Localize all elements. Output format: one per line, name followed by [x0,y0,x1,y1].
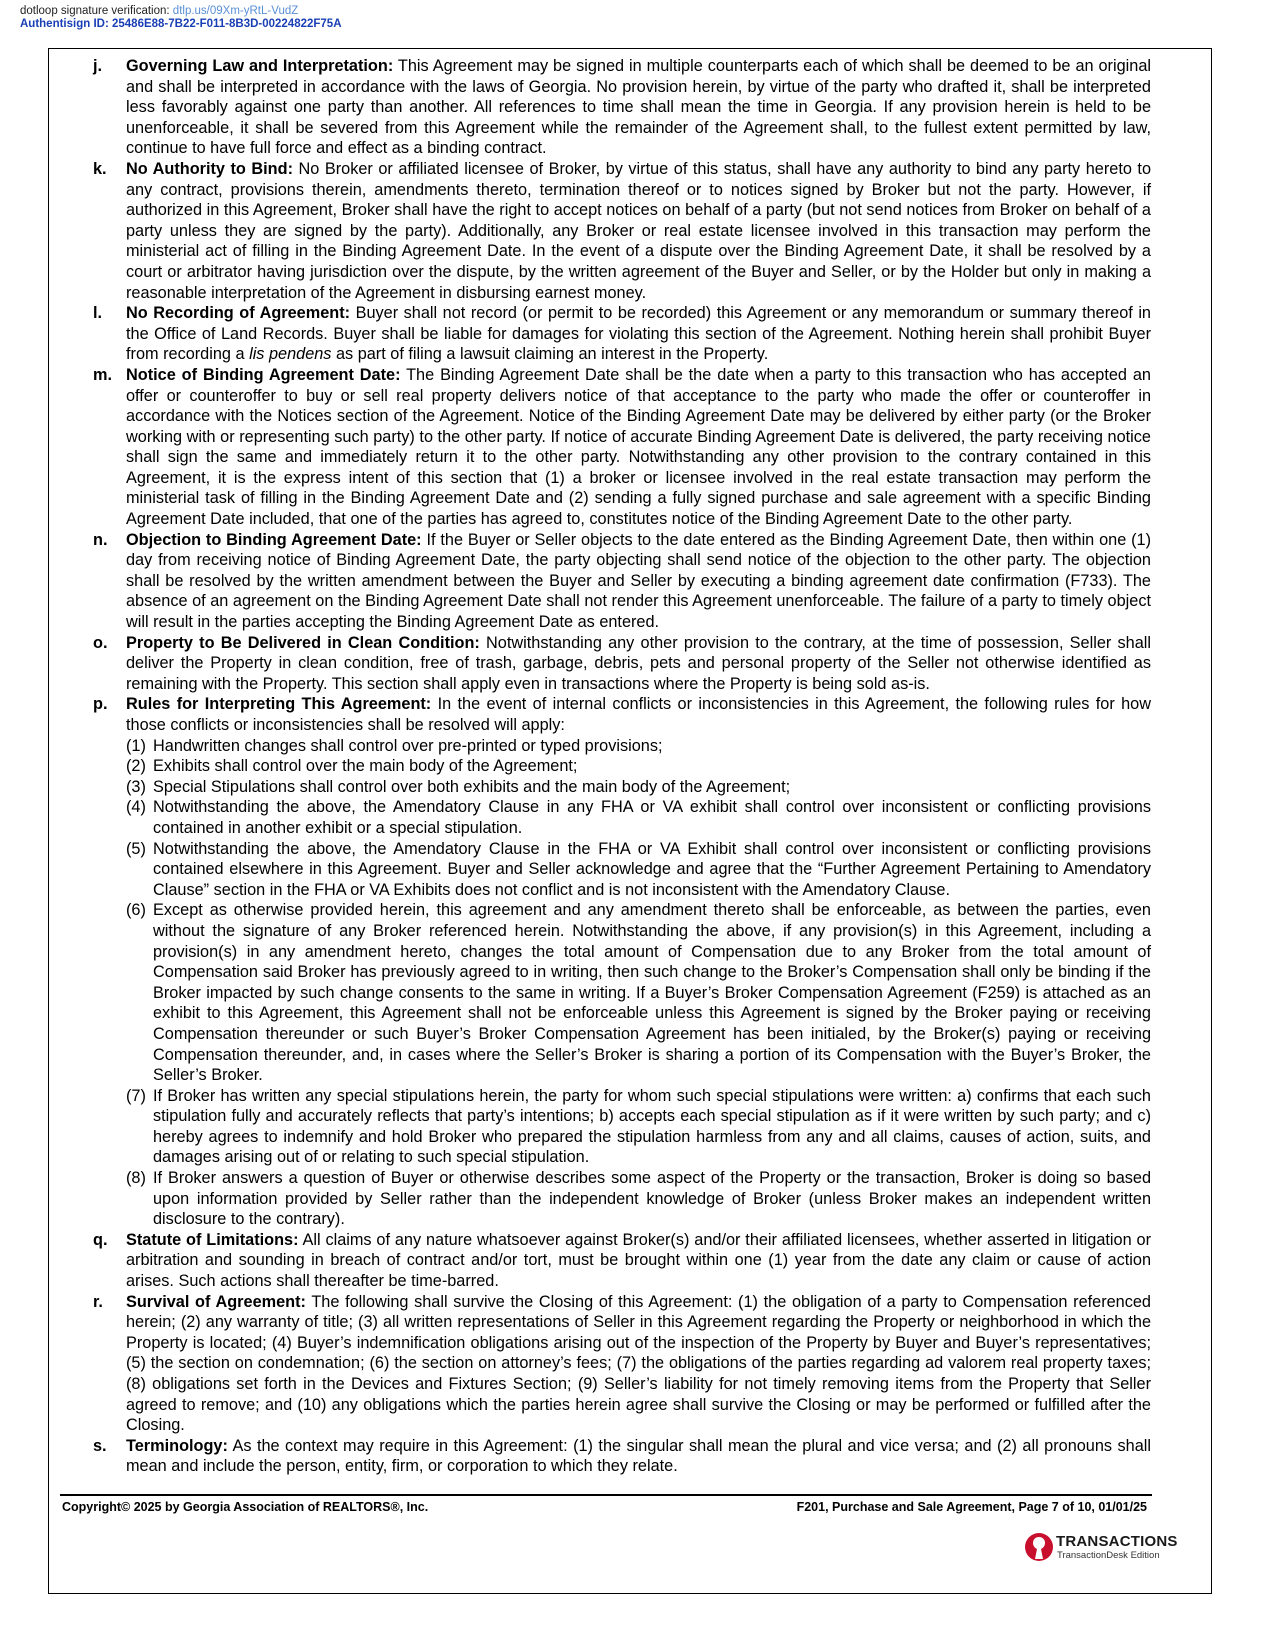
section-letter: s. [93,1436,107,1455]
section-text: The Binding Agreement Date shall be the date when a party to this transaction who has accepted an offer or counteroffer to buy or sell real property delivers notice of that acceptance to the party who made the offer or counteroffer in accordance with the Notices section of the Agreement. Notice of the Binding Agreement Date may be delivered by either party (or the Broker working with or representing such party) to the other party. If notice of accurate Binding Agreement Date is delivered, the party receiving notice shall sign the same and immediately return it to the other party. Notwithstanding any other provision to the contrary contained in this Agreement, it is the express intent of this section that (1) a broker or licensee involved in the real estate transaction may perform the ministerial task of filling in the Binding Agreement Date and (2) sending a fully signed purchase and sale agreement with a specific Binding Agreement Date included, that one of the parties has agreed to, constitutes notice of the Binding Agreement Date to the other party. [126,365,1151,529]
section-letter: n. [93,530,108,549]
section-title: No Recording of Agreement: [126,304,351,323]
section-text: The following shall survive the Closing of this Agreement: (1) the obligation of a party to Compensation referenced herein; (2) any warranty of title; (3) all written representations of Seller in this Agreement regarding the Property or neighborhood in which the Property is located; (4) Buyer’s indemnification obligations arising out of the inspection of the Property by Buyer and Buyer’s representatives; (5) the section on condemnation; (6) the section on attorney’s fees; (7) the obligations of the parties regarding ad valorem real property taxes; (8) obligations set forth in the Devices and Fixtures Section; (9) Seller’s liability for not timely removing items from the Property that Seller agreed to remove; and (10) any obligations which the parties herein agree shall survive the Closing or may be performed or fulfilled after the Closing. [126,1292,1151,1435]
rule-text: If Broker has written any special stipulations herein, the party for whom such special stipulations were written: a) confirms that each such stipulation fully and accurately reflects that party’s intentions; b) accepts each special stipulation as if it were written by such party; and c) hereby agrees to indemnify and hold Broker who prepared the stipulation harmless from any and all claims, causes of action, suits, and damages arising out of or relating to such special stipulation. [153,1086,1151,1167]
transactions-brand-logo [1024,1530,1178,1564]
footer-copyright: Copyright© 2025 by Georgia Association of REALTORS®, Inc. [62,1500,429,1514]
section-text: If the Buyer or Seller objects to the date entered as the Binding Agreement Date, then within one (1) day from receiving notice of Binding Agreement Date, the party objecting shall send notice of the objection to the other party. The objection shall be resolved by the written amendment between the Buyer and Seller by executing a binding agreement date confirmation (F733). The absence of an agreement on the Binding Agreement Date shall not render this Agreement unenforceable. The failure of a party to timely object will result in the parties accepting the Binding Agreement Date as entered. [126,530,1152,632]
section-text: As the context may require in this Agreement: (1) the singular shall mean the plural and vice versa; and (2) all pronouns shall mean and include the person, entity, firm, or corporation to which they relate. [126,1436,1151,1476]
rule-text: Notwithstanding the above, the Amendatory Clause in any FHA or VA exhibit shall control over inconsistent or conflicting provisions contained in another exhibit or a special stipulation. [153,798,1151,837]
section-o [93,633,1151,695]
authentisign-id: Authentisign ID: 25486E88-7B22-F011-8B3D-00224822F75A [20,18,342,30]
section-text: Buyer shall not record (or permit to be recorded) this Agreement or any memorandum or summary thereof in the Office of Land Records. Buyer shall be liable for damages for violating this section of the Agreement. Nothing herein shall prohibit Buyer from recording a [126,304,1151,364]
agreement-body [93,56,1151,1477]
section-letter: k. [93,159,107,178]
rule-text: Handwritten changes shall control over pre-printed or typed provisions; [153,736,663,755]
rule-text: Except as otherwise provided herein, this agreement and any amendment thereto shall be enforceable, as between the parties, even without the signature of any Broker referenced herein. Notwithstanding the above, if any provision(s) in this Agreement, including a provision(s) in any amendment hereto, changes the total amount of Compensation due to any Broker from the total amount of Compensation said Broker has previously agreed to in writing, then such change to the Broker’s Compensation shall only be binding if the Broker impacted by such change consents to the same in writing. If a Buyer’s Broker Compensation Agreement (F259) is attached as an exhibit to this Agreement, this Agreement shall not be enforceable unless this Agreement is signed by the Broker paying or receiving Compensation thereunder or such Buyer’s Broker Compensation Agreement has been initialed, by the Broker(s) paying or receiving Compensation thereunder, and, in cases where the Seller’s Broker is sharing a portion of its Compensation with the Buyer’s Broker, the Seller’s Broker. [153,901,1151,1085]
section-text: All claims of any nature whatsoever against Broker(s) and/or their affiliated licensees, whether asserted in litigation or arbitration and sounding in breach of contract and/or tort, must be brought within one (1) year from the date any claim or cause of action arises. Such actions shall thereafter be time-barred. [126,1230,1151,1291]
rule-item [126,736,1151,757]
section-title: Survival of Agreement: [126,1292,306,1311]
section-p [93,694,1151,1229]
section-r [93,1292,1151,1436]
verification-label: dotloop signature verification: [20,5,170,17]
rule-number: (2) [126,757,146,776]
section-title: Governing Law and Interpretation: [126,57,394,75]
section-letter: l. [93,304,103,323]
rule-number: (1) [126,736,146,755]
section-k [93,159,1151,303]
section-l [93,303,1151,365]
section-q [93,1230,1151,1292]
rule-text: If Broker answers a question of Buyer or otherwise describes some aspect of the Property or the transaction, Broker is doing so based upon information provided by Seller rather than the independent knowledge of Broker (unless Broker makes an independent written disclosure to the contrary). [153,1169,1151,1229]
rule-number: (8) [126,1169,146,1188]
footer-divider [60,1494,1152,1496]
section-title: Rules for Interpreting This Agreement: [126,695,432,714]
section-letter: q. [93,1230,108,1249]
section-text: Notwithstanding any other provision to the contrary, at the time of possession, Seller shall deliver the Property in clean condition, free of trash, garbage, debris, pets and personal property of the Seller not otherwise identified as remaining with the Property. This section shall apply even in transactions where the Property is being sold as-is. [126,633,1151,693]
verification-line [20,5,342,18]
section-title: Objection to Binding Agreement Date: [126,530,422,549]
rule-number: (3) [126,777,146,796]
rule-item [126,797,1151,838]
brand-subtitle: TransactionDesk Edition [1057,1550,1160,1561]
section-letter: o. [93,633,108,652]
rule-number: (5) [126,839,146,858]
section-text-continued: as part of filing a lawsuit claiming an interest in the Property. [331,345,769,364]
signature-verification-stamp [20,5,342,31]
section-letter: r. [93,1292,103,1311]
rule-item [126,1168,1151,1230]
rule-text: Notwithstanding the above, the Amendatory Clause in the FHA or VA Exhibit shall control over inconsistent or conflicting provisions contained elsewhere in this Agreement. Buyer and Seller acknowledge and agree that the “Further Agreement Pertaining to Amendatory Clause” section in the FHA or VA Exhibits does not conflict and is not inconsistent with the Amendatory Clause. [153,839,1151,899]
section-s [93,1436,1151,1477]
section-text: In the event of internal conflicts or inconsistencies in this Agreement, the following rules for how those conflicts or inconsistencies shall be resolved will apply: [126,695,1151,734]
rule-item [126,1086,1151,1168]
section-title: Statute of Limitations: [126,1230,299,1249]
rule-number: (7) [126,1086,146,1105]
rule-item [126,839,1151,901]
rule-item [126,756,1151,777]
section-title: Terminology: [126,1436,228,1455]
brand-name: TRANSACTIONS [1056,1533,1178,1550]
section-title: No Authority to Bind: [126,159,293,178]
rule-text: Special Stipulations shall control over both exhibits and the main body of the Agreement; [153,777,791,796]
rule-number: (4) [126,798,146,817]
section-text: This Agreement may be signed in multiple counterparts each of which shall be deemed to be an original and shall be interpreted in accordance with the laws of Georgia. No provision herein, by virtue of the party who drafted it, shall be interpreted less favorably against one party than another. All references to time shall mean the time in Georgia. If any provision herein is held to be unenforceable, it shall be severed from this Agreement while the remainder of the Agreement shall, to the fullest extent permitted by law, continue to have full force and effect as a binding contract. [126,57,1151,158]
transactions-logo-icon [1024,1532,1054,1562]
rule-number: (6) [126,901,146,920]
section-j [93,56,1151,159]
footer-form-reference: F201, Purchase and Sale Agreement, Page 7 of 10, 01/01/25 [796,1500,1147,1514]
section-title: Notice of Binding Agreement Date: [126,365,401,384]
section-letter: j. [93,57,103,75]
section-letter: m. [93,365,113,384]
section-n [93,530,1151,633]
rule-item [126,777,1151,798]
section-letter: p. [93,695,108,714]
section-text: No Broker or affiliated licensee of Broker, by virtue of this status, shall have any authority to bind any party hereto to any contract, provisions therein, amendments thereto, termination thereof or to notices signed by Broker but not the party. However, if authorized in this Agreement, Broker shall have the right to accept notices on behalf of a party (but not send notices from Broker on behalf of a party unless they are signed by the party). Additionally, any Broker or real estate licensee involved in this transaction may perform the ministerial act of filling in the Binding Agreement Date. In the event of a dispute over the Binding Agreement Date, it shall be resolved by a court or arbitrator having jurisdiction over the dispute, by the written agreement of the Buyer and Seller, or by the Holder but only in making a reasonable interpretation of the Agreement in disbursing earnest money. [126,159,1151,302]
rule-text: Exhibits shall control over the main body of the Agreement; [153,757,578,776]
section-m [93,365,1151,530]
section-italic-term: lis pendens [249,345,332,364]
verification-link[interactable]: dtlp.us/09Xm-yRtL-VudZ [172,5,299,17]
section-title: Property to Be Delivered in Clean Condition: [126,633,480,652]
rule-item [126,900,1151,1085]
